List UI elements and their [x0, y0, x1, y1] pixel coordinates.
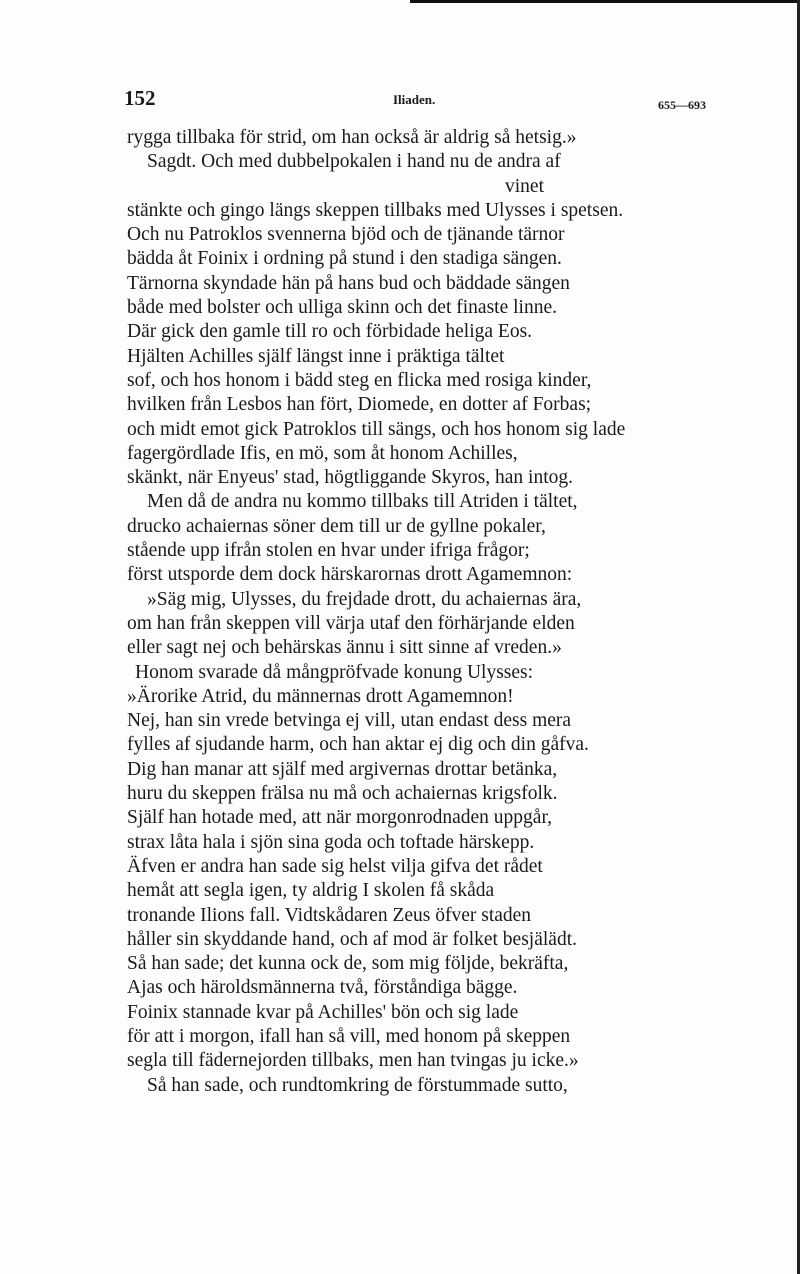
text-line: fylles af sjudande harm, och han aktar ej dig och din gåfva.	[127, 734, 589, 756]
text-line: stående upp ifrån stolen en hvar under ifriga frågor;	[127, 540, 530, 562]
scan-top-edge	[410, 0, 800, 3]
text-line: Äfven er andra han sade sig helst vilja gifva det rådet	[127, 855, 543, 877]
text-line: Foinix stannade kvar på Achilles' bön och sig lade	[127, 1001, 519, 1023]
text-line: skänkt, när Enyeus' stad, högtliggande Skyros, han intog.	[127, 467, 573, 489]
text-line: Hjälten Achilles själf längst inne i präktiga tältet	[127, 345, 505, 367]
text-line: håller sin skyddande hand, och af mod är folket besjälädt.	[127, 928, 577, 950]
text-line: »Säg mig, Ulysses, du frejdade drott, du achaiernas ära,	[147, 588, 582, 610]
text-line: Nej, han sin vrede betvinga ej vill, utan endast dess mera	[127, 710, 572, 732]
text-line: bädda åt Foinix i ordning på stund i den stadiga sängen.	[127, 248, 562, 270]
text-line: tronande Ilions fall. Vidtskådaren Zeus öfver staden	[127, 904, 532, 926]
text-line: »Ärorike Atrid, du männernas drott Agamemnon!	[127, 685, 514, 707]
text-line: Tärnorna skyndade hän på hans bud och bäddade sängen	[127, 272, 570, 294]
text-line: om han från skeppen vill värja utaf den förhärjande elden	[127, 612, 575, 634]
text-line: Ajas och häroldsmännerna två, förståndiga bägge.	[127, 977, 518, 999]
text-line: eller sagt nej och behärskas ännu i sitt sinne af vreden.»	[127, 637, 562, 659]
text-line: Och nu Patroklos svennerna bjöd och de tjänande tärnor	[127, 224, 565, 246]
text-line: stänkte och gingo längs skeppen tillbaks med Ulysses i spetsen.	[127, 199, 624, 221]
text-line: fagergördlade Ifis, en mö, som åt honom Achilles,	[127, 442, 518, 464]
text-line: både med bolster och ulliga skinn och det finaste linne.	[127, 297, 557, 319]
text-line: hemåt att segla igen, ty aldrig I skolen få skåda	[127, 880, 495, 902]
page-number: 152	[124, 86, 156, 110]
text-line: för att i morgon, ifall han så vill, med honom på skeppen	[127, 1025, 571, 1047]
text-line: rygga tillbaka för strid, om han också är aldrig så hetsig.»	[127, 127, 577, 148]
text-line: huru du skeppen frälsa nu må och achaiernas krigsfolk.	[127, 783, 558, 805]
text-line: Så han sade, och rundtomkring de förstummade sutto,	[147, 1074, 568, 1096]
text-line: och midt emot gick Patroklos till sängs, och hos honom sig lade	[127, 418, 626, 440]
line-range: 655—693	[658, 98, 706, 112]
text-line: Sagdt. Och med dubbelpokalen i hand nu de andra af	[147, 151, 561, 173]
text-line: Dig han manar att själf med argivernas drottar betänka,	[127, 758, 558, 780]
text-line: Så han sade; det kunna ock de, som mig följde, bekräfta,	[127, 953, 569, 975]
text-line: sof, och hos honom i bädd steg en flicka med rosiga kinder,	[127, 369, 592, 391]
text-line: hvilken från Lesbos han fört, Diomede, en dotter af Forbas;	[127, 394, 592, 416]
poem-text	[127, 126, 727, 1098]
text-line-turnover: vinet	[505, 175, 544, 197]
text-line: först utsporde dem dock härskarornas drott Agamemnon:	[127, 564, 573, 586]
running-title: Iliaden.	[393, 92, 436, 107]
text-line: Honom svarade då mångpröfvade konung Ulysses:	[135, 661, 534, 683]
text-line: Själf han hotade med, att när morgonrodnaden uppgår,	[127, 807, 553, 829]
text-line: Men då de andra nu kommo tillbaks till Atriden i tältet,	[147, 491, 578, 513]
text-line: strax låta hala i sjön sina goda och toftade härskepp.	[127, 831, 535, 853]
text-line: Där gick den gamle till ro och förbidade heliga Eos.	[127, 321, 533, 343]
text-line: segla till fädernejorden tillbaks, men han tvingas ju icke.»	[127, 1050, 579, 1072]
text-line: drucko achaiernas söner dem till ur de gyllne pokaler,	[127, 515, 546, 537]
